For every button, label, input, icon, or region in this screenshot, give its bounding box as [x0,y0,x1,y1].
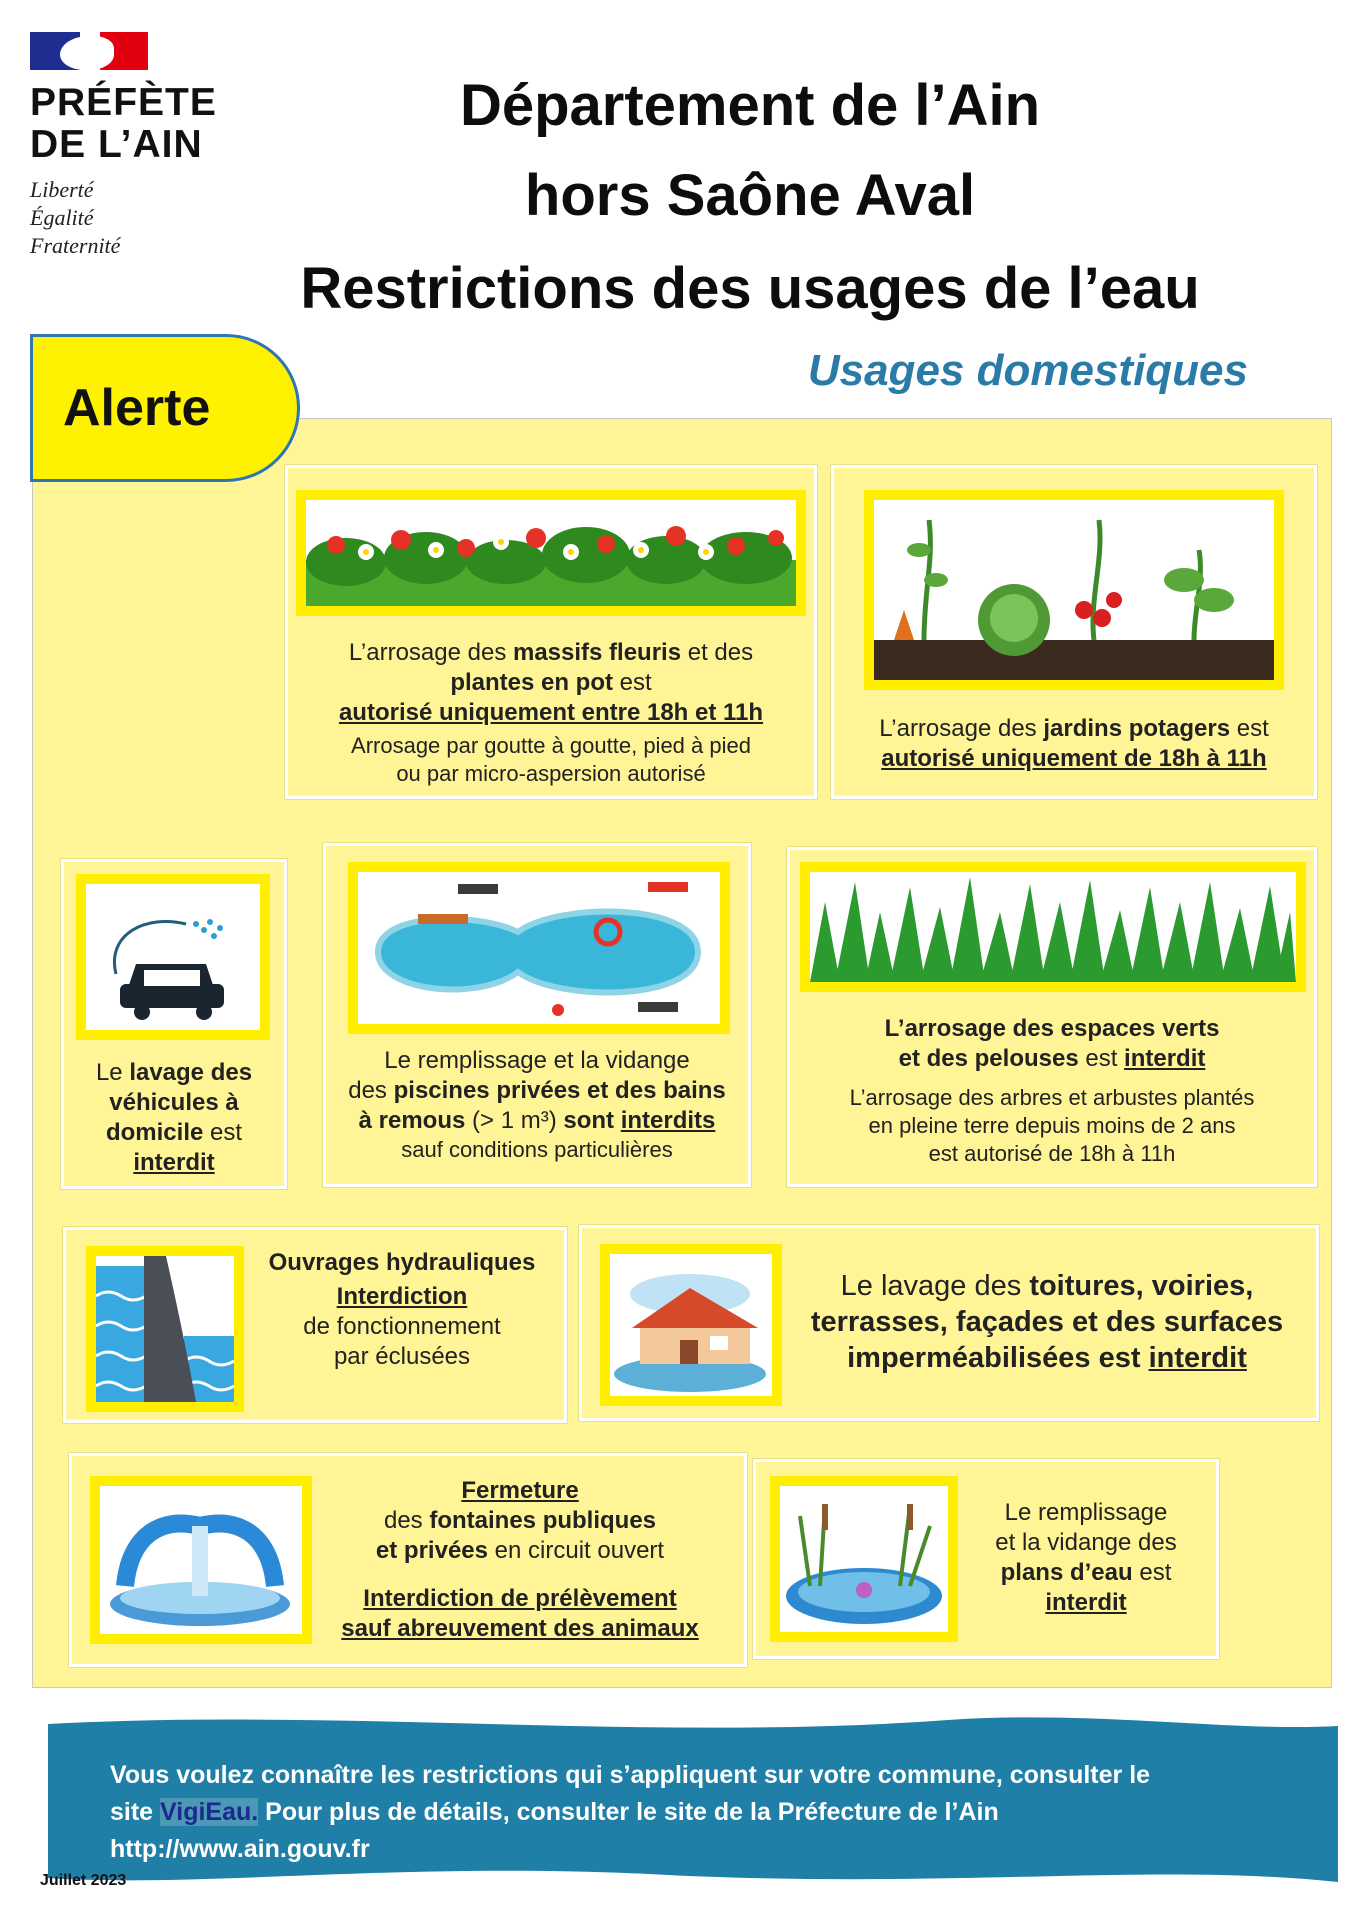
info-banner-text: Vous voulez connaître les restrictions qui s’appliquent sur votre commune, consulter le site VigiEau. Pour plus de détails, consulter le site de la Préfecture de l’Ain http://www.ain.gouv.fr [110,1757,1310,1868]
card-vehicle-washing [61,859,287,1189]
vegetable-text: L’arrosage des jardins potagers est autorisé uniquement de 18h à 11h [879,715,1269,772]
page-title-line2: hors Saône Aval [524,163,976,228]
card-vegetable-gardens [831,465,1317,799]
logo-title: PRÉFÈTE DE L’AIN [30,81,217,166]
car-text: Le lavage des véhicules à domicile est interdit [95,1059,253,1176]
pond-icon [780,1486,948,1632]
vegetable-image [864,490,1284,690]
roofs-text: Le lavage des toitures, voiries, terrasses, façades et des surfaces imperméabilisées est interdit [810,1270,1284,1374]
card-flower-beds [285,465,817,799]
card-private-pools [323,843,751,1187]
flower-image [296,490,806,616]
dam-image [86,1246,244,1412]
card-fountains [69,1453,747,1667]
car-image [76,874,270,1040]
vegetables-icon [874,500,1274,680]
card-hydraulic-works [63,1227,567,1423]
restrictions-panel [32,418,1332,1688]
house-icon [610,1254,772,1396]
prefecture-url-link[interactable]: http://www.ain.gouv.fr [110,1835,370,1863]
fountain-icon [100,1486,302,1634]
marianne-flag-icon [30,32,148,70]
hydraulic-text: Ouvrages hydrauliques Interdiction de fonctionnement par éclusées [268,1249,536,1370]
pond-image [770,1476,958,1642]
fountain-text: Fermeture des fontaines publiques et privées en circuit ouvert Interdiction de prélèvement sauf abreuvement des animaux [341,1477,699,1642]
house-image [600,1244,782,1406]
prefecture-logo [30,32,230,260]
lawn-text: L’arrosage des espaces verts et des pelouses est interdit L’arrosage des arbres et arbustes plantés en pleine terre depuis moins de 2 ans est autorisé de 18h à 11h [849,1015,1255,1166]
pond-text: Le remplissage et la vidange des plans d’eau est interdit [995,1499,1177,1616]
grass-icon [810,872,1296,982]
pool-text: Le remplissage et la vidange des piscines privées et des bains à remous (> 1 m³) sont interdits sauf conditions particulières [348,1047,726,1162]
card-green-spaces [787,847,1317,1187]
grass-image [800,862,1306,992]
flower-text: L’arrosage des massifs fleuris et des plantes en pot est autorisé uniquement entre 18h et 11h Arrosage par goutte à goutte, pied à pied ou par micro-aspersion autorisé [338,639,764,786]
card-ponds [753,1459,1219,1659]
pool-image [348,862,730,1034]
vigieau-link[interactable]: VigiEau. [160,1798,259,1826]
dam-icon [96,1256,234,1402]
pool-icon [358,872,720,1024]
page-title-line3: Restrictions des usages de l’eau [300,256,1200,321]
alert-level-badge: Alerte [30,334,300,482]
flowers-icon [306,500,796,606]
fountain-image [90,1476,312,1644]
page-subtitle: Usages domestiques [807,346,1248,395]
card-roof-washing [579,1225,1319,1421]
logo-motto: Liberté Égalité Fraternité [30,177,121,258]
page-title-line1: Département de l’Ain [459,73,1041,138]
publication-date: Juillet 2023 [40,1872,127,1889]
car-wash-icon [86,884,260,1030]
